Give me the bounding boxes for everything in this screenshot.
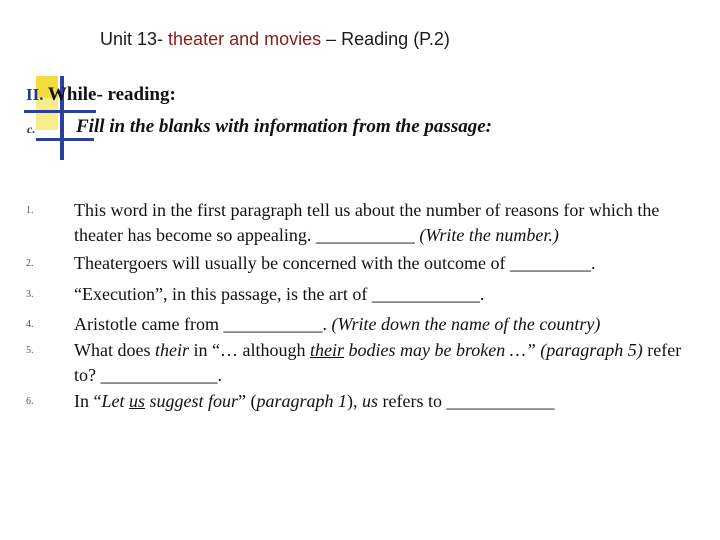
question-hint: (Write down the name of the country)	[331, 314, 601, 334]
question-reference: (paragraph 5)	[540, 340, 643, 360]
question-item-6	[24, 389, 704, 414]
question-text: “Execution”, in this passage, is the art of ____________.	[74, 284, 485, 304]
question-text-i: refers to ____________	[378, 391, 555, 411]
question-text-g: ),	[347, 391, 363, 411]
question-number: 4.	[26, 319, 34, 330]
question-number: 6.	[26, 396, 34, 407]
question-keyword-underlined: us	[129, 391, 146, 411]
question-number: 2.	[26, 258, 34, 269]
question-text-e: ” (	[238, 391, 257, 411]
question-item-2	[24, 251, 704, 276]
ornament-horizontal-blue-line	[24, 110, 96, 113]
question-text-c: in “… although	[188, 340, 310, 360]
question-text: This word in the first paragraph tell us about the number of reasons for which the theater has become so appealing. ___________	[74, 200, 660, 245]
section-title	[26, 84, 176, 106]
header-suffix: – Reading (P.2)	[321, 29, 450, 49]
question-number: 5.	[26, 345, 34, 356]
question-quote-start: Let	[101, 391, 129, 411]
section-numeral: II.	[26, 85, 44, 104]
question-item-4	[24, 312, 704, 337]
question-item-1	[24, 198, 704, 248]
question-list	[24, 198, 704, 414]
question-keyword: their	[154, 340, 189, 360]
question-keyword: us	[362, 391, 379, 411]
ornament-horizontal-blue-line-2	[36, 138, 94, 141]
question-item-3	[24, 282, 704, 307]
question-item-5	[24, 338, 704, 388]
header-topic: theater and movies	[168, 29, 322, 49]
instruction-letter: c.	[27, 122, 36, 136]
question-reference: paragraph 1	[256, 391, 348, 411]
question-hint: (Write the number.)	[419, 225, 559, 245]
instruction-text: Fill in the blanks with information from the passage:	[76, 116, 492, 137]
question-text: Aristotle came from ___________.	[74, 314, 332, 334]
question-text-g: refer to? _____________.	[74, 340, 682, 385]
section-title-text: While- reading:	[43, 84, 176, 105]
question-quote-end: suggest four	[145, 391, 239, 411]
question-text: Theatergoers will usually be concerned with the outcome of _________.	[74, 253, 596, 273]
question-text-a: In “	[74, 391, 102, 411]
question-text-e: bodies may be broken …”	[343, 340, 541, 360]
question-number: 1.	[26, 205, 34, 216]
question-keyword-underlined: their	[309, 340, 344, 360]
question-text-a: What does	[74, 340, 155, 360]
header-prefix: Unit 13-	[100, 29, 169, 49]
question-number: 3.	[26, 289, 34, 300]
slide-header	[100, 29, 450, 50]
